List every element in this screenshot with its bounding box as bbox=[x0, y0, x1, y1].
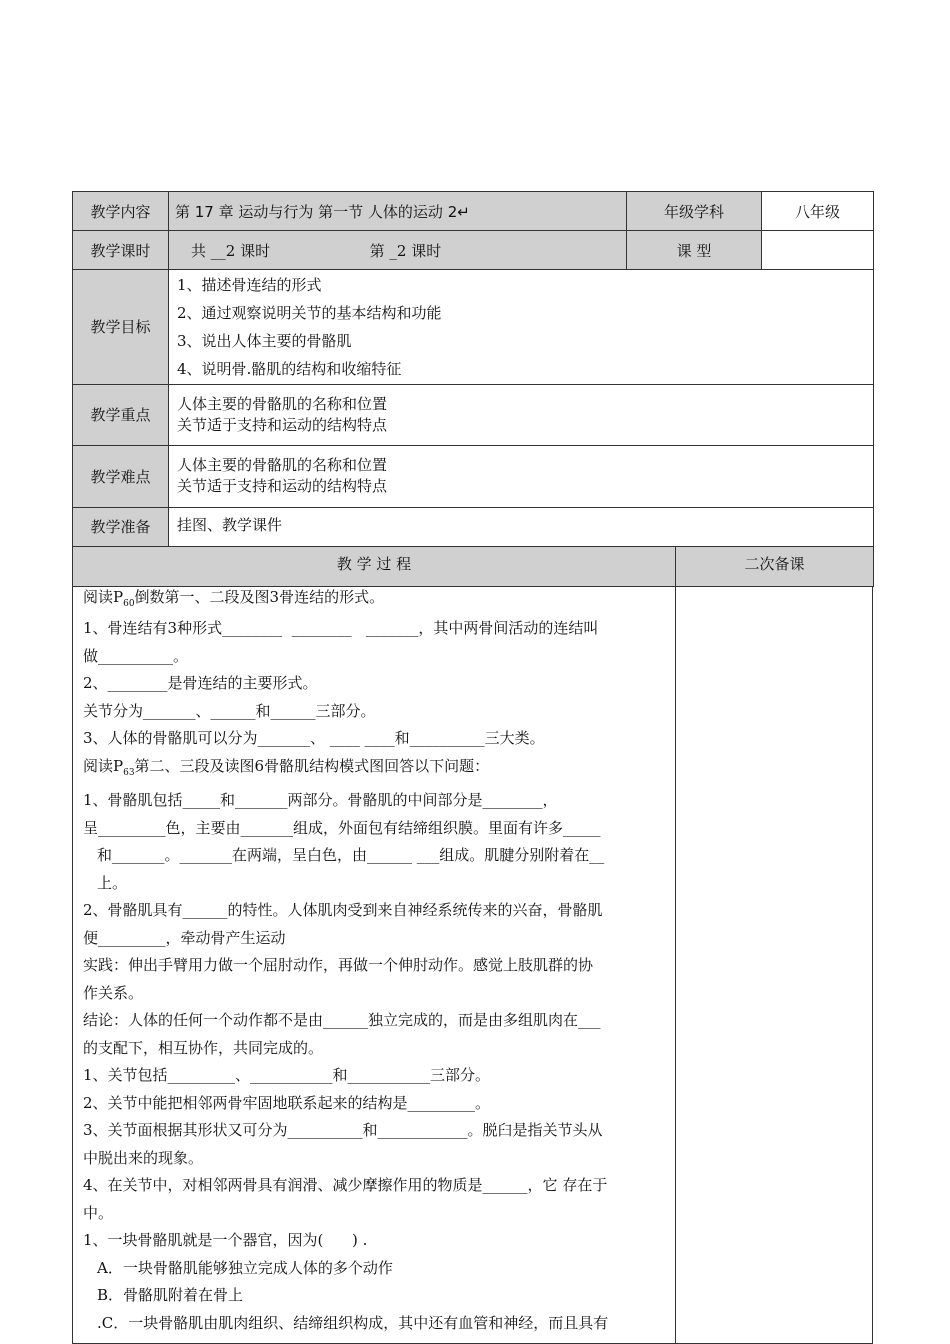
reading-instruction: 阅读$P_{63}$第二、三段及读图6骨骼肌结构模式图回答以下问题： bbox=[83, 756, 490, 778]
question-line: 作关系。 bbox=[83, 983, 144, 1002]
key-point-line: 人体主要的骨骼肌的名称和位置 bbox=[177, 394, 388, 413]
key-point-line: 关节适于支持和运动的结构特点 bbox=[177, 415, 388, 434]
question-line: 1、骨连结有3种形式________ ________ _______，其中两骨间活动的连结叫 bbox=[83, 619, 599, 637]
question-line: 实践：伸出手臂用力做一个屈肘动作，再做一个伸肘动作。感觉上肢肌群的协 bbox=[83, 956, 594, 974]
objective-item: 1、描述骨连结的形式 bbox=[177, 275, 322, 294]
question-line: 呈_________色，主要由_______组成，外面包有结缔组织膜。里面有许多_____ bbox=[83, 818, 601, 837]
preparation-value: 挂图、教学课件 bbox=[169, 507, 874, 546]
objective-item: 3、说出人体主要的骨骼肌 bbox=[177, 331, 352, 350]
objective-item: 2、通过观察说明关节的基本结构和功能 bbox=[177, 303, 442, 322]
objective-item: 4、说明骨.骼肌的结构和收缩特征 bbox=[177, 359, 402, 378]
question-line: 关节分为_______、______和______三部分。 bbox=[83, 701, 376, 720]
question-line: 3、关节面根据其形状又可分为__________和____________。脱臼是指关节头从 bbox=[83, 1121, 603, 1139]
question-line: 1、一块骨骼肌就是一个器官，因为( ) . bbox=[83, 1231, 368, 1249]
question-line: 便_________，牵动骨产生运动 bbox=[83, 928, 286, 947]
grade-value: 八年级 bbox=[762, 192, 874, 231]
objectives-label: 教学目标 bbox=[73, 270, 169, 384]
lesson-type-label: 课 型 bbox=[627, 231, 762, 270]
process-label: 教 学 过 程 bbox=[73, 547, 676, 587]
question-line: 和_______。_______在两端，呈白色，由______ ___组成。肌腱分别附着在__ bbox=[97, 846, 605, 864]
hours-label: 教学课时 bbox=[73, 231, 169, 270]
difficulties-label: 教学难点 bbox=[73, 445, 169, 507]
question-line: 中。 bbox=[83, 1203, 114, 1222]
key-points-label: 教学重点 bbox=[73, 384, 169, 445]
process-body bbox=[72, 587, 873, 1344]
hours-total: 共 __2 课时 bbox=[191, 241, 271, 260]
question-line: 1、骨骼肌包括_____和_______两部分。骨骼肌的中间部分是________， bbox=[83, 791, 558, 809]
difficulty-line: 关节适于支持和运动的结构特点 bbox=[177, 477, 388, 495]
question-line: 2、骨骼肌具有______的特性。人体肌肉受到来自神经系统传来的兴奋，骨骼肌 bbox=[83, 901, 603, 919]
preparation-label: 教学准备 bbox=[73, 507, 169, 546]
question-line: 3、人体的骨骼肌可以分为_______、 ____ ____和__________三大类。 bbox=[83, 729, 545, 747]
question-line: 4、在关节中，对相邻两骨具有润滑、减少摩擦作用的物质是______，它 存在于 bbox=[83, 1176, 608, 1194]
lesson-type-value bbox=[762, 231, 874, 270]
question-line: 2、________是骨连结的主要形式。 bbox=[83, 674, 318, 692]
lesson-header-table bbox=[72, 191, 874, 270]
difficulty-line: 人体主要的骨骼肌的名称和位置 bbox=[177, 456, 388, 474]
process-content bbox=[73, 587, 676, 1343]
answer-option: B．骨骼肌附着在骨上 bbox=[97, 1286, 244, 1304]
question-line: 中脱出来的现象。 bbox=[83, 1148, 204, 1167]
hours-current: 第 _2 课时 bbox=[369, 241, 442, 260]
reading-instruction: 阅读$P_{60}$倒数第一、二段及图3骨连结的形式。 bbox=[83, 588, 385, 609]
question-line: 做__________。 bbox=[83, 646, 189, 665]
answer-option: A．一块骨骼肌能够独立完成人体的多个动作 bbox=[97, 1258, 393, 1277]
question-line: 2、关节中能把相邻两骨牢固地联系起来的结构是_________。 bbox=[83, 1093, 491, 1112]
lesson-plan-sheet bbox=[72, 191, 873, 1344]
process-header-table bbox=[72, 547, 874, 588]
second-prep-label: 二次备课 bbox=[676, 547, 874, 587]
second-prep-column bbox=[676, 587, 872, 1343]
question-line: 上。 bbox=[97, 873, 128, 892]
question-line: 的支配下，相互协作，共同完成的。 bbox=[83, 1038, 324, 1057]
answer-option: .C．一块骨骼肌由肌肉组织、结缔组织构成，其中还有血管和神经，而且具有 bbox=[97, 1313, 609, 1332]
question-line: 结论：人体的任何一个动作都不是由______独立完成的，而是由多组肌肉在___ bbox=[83, 1011, 601, 1029]
grade-subject-label: 年级学科 bbox=[627, 192, 762, 231]
lesson-goals-table bbox=[72, 270, 874, 547]
content-label: 教学内容 bbox=[73, 192, 169, 231]
content-title: 第 17 章 运动与行为 第一节 人体的运动 2↵ bbox=[169, 192, 627, 231]
question-line: 1、关节包括_________、___________和___________三部分。 bbox=[83, 1066, 491, 1084]
